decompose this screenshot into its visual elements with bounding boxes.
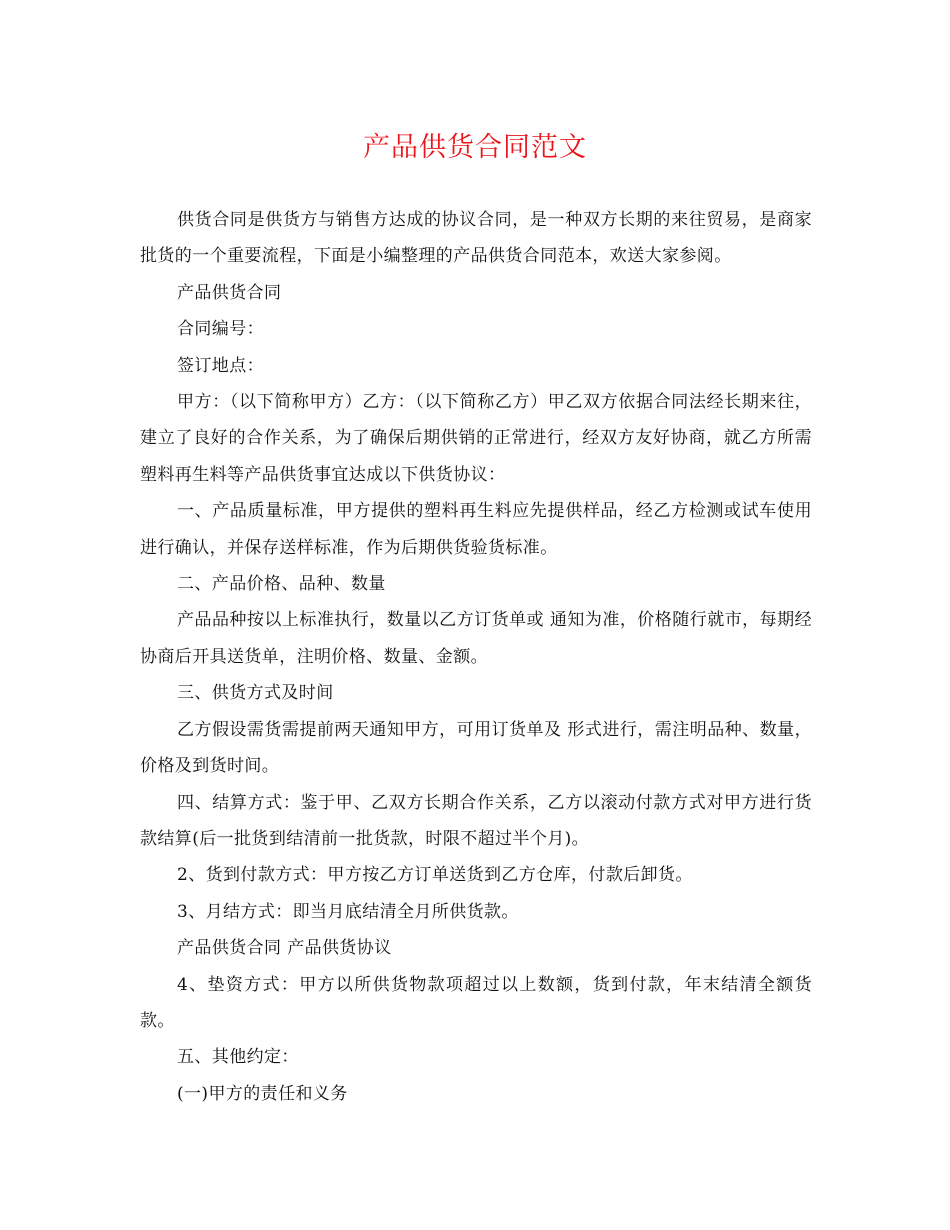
paragraph-section-price: 二、产品价格、品种、数量 [177,574,386,595]
paragraph-parties: 甲方：（以下简称甲方）乙方：（以下简称乙方）甲乙双方依据合同法经长期来往，建立了良好的合作关系，为了确保后期供销的正常进行，经双方友好协商，就乙方所需塑料再生料等产品供货事宜达成以下供货协议： [140,392,812,485]
paragraph-party-a-duties: (一)甲方的责任和义务 [177,1083,348,1104]
paragraph-contract-heading: 产品供货合同 [177,282,282,303]
document-title: 产品供货合同范文 [363,132,587,163]
paragraph-delivery-terms: 乙方假设需货需提前两天通知甲方，可用订货单及 形式进行，需注明品种、数量，价格及到货时间。 [140,719,812,777]
paragraph-cash-on-delivery: 2、货到付款方式：甲方按乙方订单送货到乙方仓库，付款后卸货。 [177,865,693,886]
paragraph-signing-place: 签订地点： [177,355,264,376]
paragraph-monthly-settlement: 3、月结方式：即当月底结清全月所供货款。 [177,901,519,922]
paragraph-subheading: 产品供货合同 产品供货协议 [177,938,392,959]
paragraph-contract-number: 合同编号： [177,319,264,340]
paragraph-price-terms: 产品品种按以上标准执行，数量以乙方订货单或 通知为准，价格随行就市，每期经协商后开具送货单，注明价格、数量、金额。 [140,610,812,667]
paragraph-advance-payment: 4、垫资方式：甲方以所供货物款项超过以上数额，货到付款，年末结清全额货款。 [140,974,812,1031]
paragraph-intro: 供货合同是供货方与销售方达成的协议合同，是一种双方长期的来往贸易，是商家批货的一个重要流程，下面是小编整理的产品供货合同范本，欢送大家参阅。 [140,210,812,267]
paragraph-quality-standard: 一、产品质量标准，甲方提供的塑料再生料应先提供样品，经乙方检测或试车使用进行确认，并保存送样标准，作为后期供货验货标准。 [140,501,812,558]
paragraph-section-other: 五、其他约定： [177,1047,299,1068]
paragraph-settlement: 四、结算方式：鉴于甲、乙双方长期合作关系，乙方以滚动付款方式对甲方进行货款结算(后一批货到结清前一批货款，时限不超过半个月)。 [140,792,812,849]
paragraph-section-delivery: 三、供货方式及时间 [177,683,334,704]
document-body [140,202,812,1112]
